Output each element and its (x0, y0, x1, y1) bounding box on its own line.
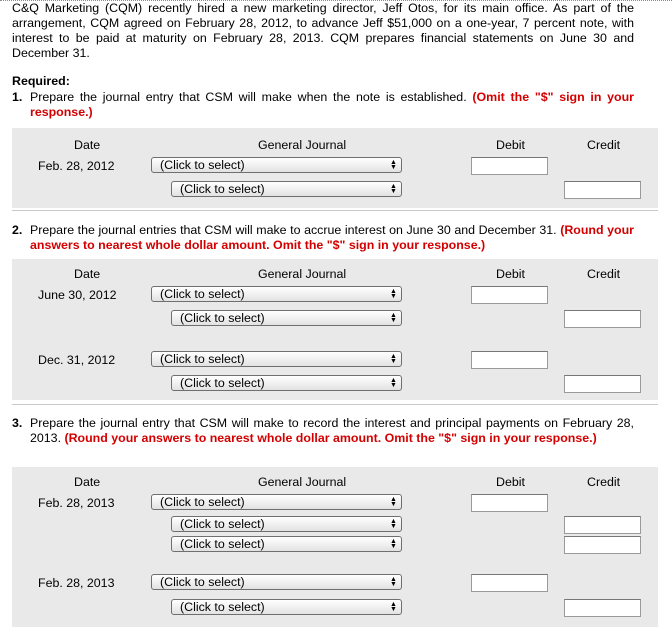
journal-row-debit (12, 157, 658, 179)
journal-panel-3 (12, 467, 658, 627)
journal-row-credit (12, 375, 658, 397)
header-debit: Debit (496, 138, 525, 152)
question-text: Prepare the journal entry that CSM will make to record the interest and principal payments on February 28, 2013. (30, 416, 634, 445)
account-select[interactable]: (Click to select) ▲ ▼ (171, 181, 402, 197)
select-arrows-icon: ▲ ▼ (390, 353, 397, 365)
header-general-journal: General Journal (258, 267, 347, 281)
header-debit: Debit (496, 475, 525, 489)
header-general-journal: General Journal (258, 138, 347, 152)
account-select[interactable]: (Click to select) ▲ ▼ (151, 574, 402, 590)
credit-input[interactable] (564, 310, 641, 328)
entry-date: Feb. 28, 2012 (38, 159, 115, 173)
section-divider (12, 210, 658, 211)
question-3 (12, 416, 634, 446)
question-2 (12, 223, 634, 253)
account-select[interactable]: (Click to select) ▲ ▼ (171, 310, 402, 326)
problem-intro: C&Q Marketing (CQM) recently hired a new marketing director, Jeff Otos, for its main office. As part of the arrangement, CQM agreed on February 28, 2012, to advance Jeff $51,000 on a one-year, 7 percent note, with interest to be paid at maturity on February 28, 2013. CQM prepares financial statements on June 30 and December 31. (12, 1, 634, 60)
select-arrows-icon: ▲ ▼ (390, 377, 397, 389)
select-arrows-icon: ▲ ▼ (390, 601, 397, 613)
header-date: Date (74, 267, 101, 281)
question-1 (12, 90, 634, 120)
select-arrows-icon: ▲ ▼ (390, 159, 397, 171)
debit-input[interactable] (471, 574, 548, 592)
journal-row-credit (12, 516, 658, 538)
account-select[interactable]: (Click to select) ▲ ▼ (171, 599, 402, 615)
entry-date: June 30, 2012 (38, 288, 117, 302)
select-arrows-icon: ▲ ▼ (390, 496, 397, 508)
account-select[interactable]: (Click to select) ▲ ▼ (151, 494, 402, 510)
select-arrows-icon: ▲ ▼ (390, 288, 397, 300)
account-select[interactable]: (Click to select) ▲ ▼ (171, 375, 402, 391)
select-arrows-icon: ▲ ▼ (390, 518, 397, 530)
debit-input[interactable] (471, 494, 548, 512)
credit-input[interactable] (564, 536, 641, 554)
journal-panel-2 (12, 259, 658, 400)
journal-row-credit (12, 536, 658, 558)
entry-date: Dec. 31, 2012 (38, 353, 116, 367)
account-select[interactable]: (Click to select) ▲ ▼ (171, 536, 402, 552)
account-select[interactable]: (Click to select) ▲ ▼ (151, 351, 402, 367)
select-arrows-icon: ▲ ▼ (390, 312, 397, 324)
header-debit: Debit (496, 267, 525, 281)
header-general-journal: General Journal (258, 475, 347, 489)
section-divider (12, 404, 658, 405)
credit-input[interactable] (564, 599, 641, 617)
select-arrows-icon: ▲ ▼ (390, 183, 397, 195)
header-credit: Credit (587, 267, 621, 281)
question-note: (Round your answers to nearest whole dollar amount. Omit the "$" sign in your response.) (64, 431, 597, 445)
journal-row-credit (12, 181, 658, 203)
question-number: 3. (12, 416, 23, 430)
debit-input[interactable] (471, 286, 548, 304)
journal-panel-1 (12, 128, 658, 208)
account-select[interactable]: (Click to select) ▲ ▼ (151, 286, 402, 302)
select-arrows-icon: ▲ ▼ (390, 538, 397, 550)
debit-input[interactable] (471, 157, 548, 175)
journal-row-debit (12, 574, 658, 596)
journal-row-debit (12, 351, 658, 373)
header-date: Date (74, 138, 101, 152)
debit-input[interactable] (471, 351, 548, 369)
question-text: Prepare the journal entry that CSM will make when the note is established. (30, 90, 467, 104)
journal-row-credit (12, 599, 658, 621)
question-note: (Round your answers to nearest whole dollar amount. Omit the "$" sign in your response.) (30, 223, 634, 252)
entry-date: Feb. 28, 2013 (38, 496, 115, 510)
header-credit: Credit (587, 138, 621, 152)
account-select[interactable]: (Click to select) ▲ ▼ (171, 516, 402, 532)
question-number: 1. (12, 90, 23, 104)
journal-row-debit (12, 494, 658, 516)
header-credit: Credit (587, 475, 621, 489)
question-number: 2. (12, 223, 23, 237)
credit-input[interactable] (564, 516, 641, 534)
account-select[interactable]: (Click to select) ▲ ▼ (151, 157, 402, 173)
header-date: Date (74, 475, 101, 489)
credit-input[interactable] (564, 181, 641, 199)
journal-row-debit (12, 286, 658, 308)
question-text: Prepare the journal entries that CSM will make to accrue interest on June 30 and December 31. (30, 223, 557, 237)
question-note: (Omit the "$" sign in your response.) (30, 90, 635, 119)
select-arrows-icon: ▲ ▼ (390, 576, 397, 588)
credit-input[interactable] (564, 375, 641, 393)
entry-date: Feb. 28, 2013 (38, 576, 115, 590)
journal-row-credit (12, 310, 658, 332)
required-heading: Required: (12, 74, 70, 88)
